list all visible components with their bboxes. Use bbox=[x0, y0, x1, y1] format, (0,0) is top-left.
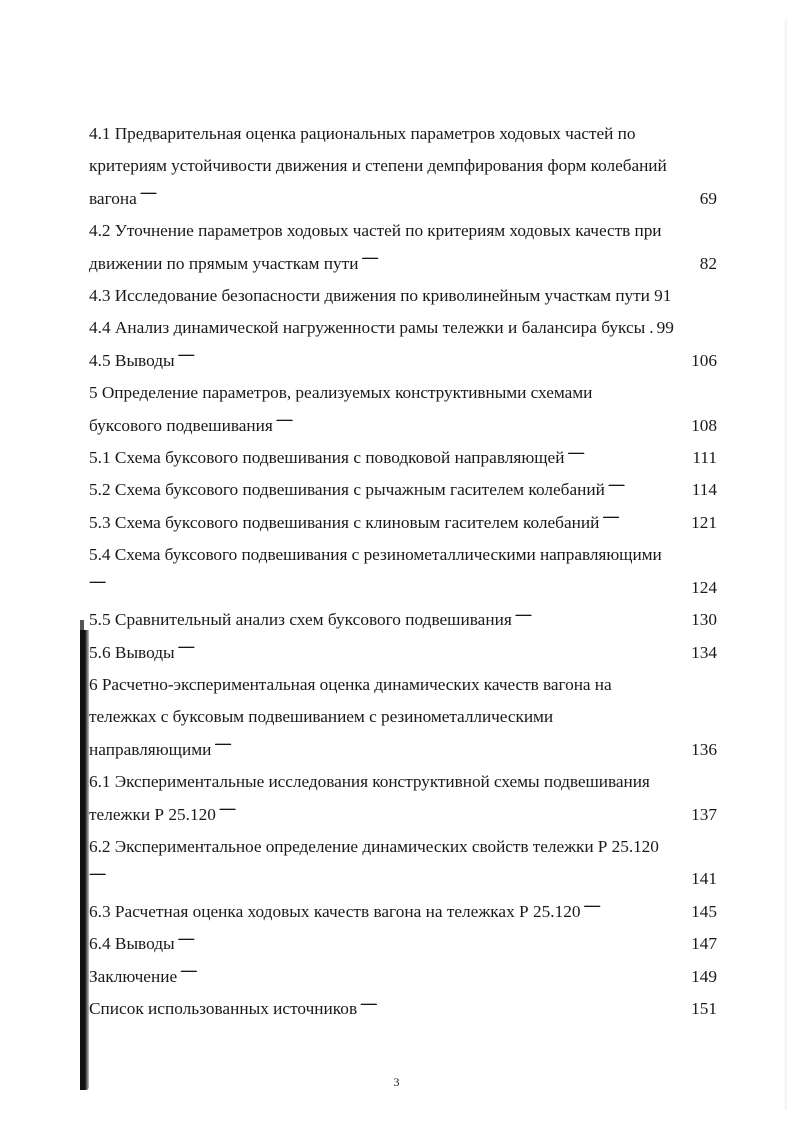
scan-edge bbox=[783, 20, 787, 1110]
toc-page-number: 136 bbox=[691, 739, 717, 759]
toc-entry-leader-line bbox=[89, 993, 717, 1025]
toc-page-number: 145 bbox=[691, 901, 717, 921]
toc-entry-title-line: 5 Определение параметров, реализуемых конструктивными схемами bbox=[89, 383, 593, 403]
toc-entry-5-1[interactable] bbox=[89, 442, 717, 474]
toc-entry-leader-line bbox=[89, 637, 717, 669]
toc-entry-leader-line bbox=[89, 734, 717, 766]
toc-page-number: 99 bbox=[656, 318, 674, 338]
toc-entry-5-3[interactable] bbox=[89, 507, 717, 539]
table-of-contents bbox=[89, 118, 717, 1025]
toc-entry-leader-line bbox=[89, 863, 717, 895]
dot-leader bbox=[89, 867, 688, 884]
toc-entry-leader-line bbox=[89, 410, 717, 442]
toc-entry-6-1[interactable] bbox=[89, 766, 717, 831]
binding-shadow bbox=[80, 630, 89, 1090]
toc-entry-conclusion[interactable] bbox=[89, 961, 717, 993]
toc-page-number: 151 bbox=[691, 998, 717, 1018]
toc-entry-title: Список использованных источников bbox=[89, 998, 358, 1018]
toc-page-number: 149 bbox=[691, 966, 717, 986]
dot-leader bbox=[180, 964, 688, 981]
toc-entry-leader-line bbox=[89, 572, 717, 604]
dot-leader bbox=[602, 511, 688, 528]
toc-page-number: 106 bbox=[691, 350, 717, 370]
dot-leader bbox=[584, 899, 689, 916]
toc-page-number: 69 bbox=[699, 188, 717, 208]
toc-entry-title: 6.3 Расчетная оценка ходовых качеств вагона на тележках Р 25.120 bbox=[89, 901, 581, 921]
toc-entry-leader-line bbox=[89, 248, 717, 280]
toc-entry-leader-line bbox=[89, 896, 717, 928]
toc-entry-title-line: 4.2 Уточнение параметров ходовых частей по критериям ходовых качеств при bbox=[89, 221, 662, 241]
toc-page-number: 91 bbox=[654, 286, 672, 306]
toc-entry-4-2[interactable] bbox=[89, 215, 717, 280]
toc-entry-leader-line bbox=[89, 345, 717, 377]
toc-entry-leader-line bbox=[89, 474, 717, 506]
toc-page-number: 114 bbox=[691, 480, 717, 500]
dot-leader bbox=[276, 413, 688, 430]
toc-entry-title-line: критериям устойчивости движения и степени демпфирования форм колебаний bbox=[89, 156, 667, 176]
toc-page-number: 134 bbox=[691, 642, 717, 662]
toc-entry-leader-line bbox=[89, 312, 717, 344]
toc-entry-6-3[interactable] bbox=[89, 896, 717, 928]
toc-entry-title: 4.3 Исследование безопасности движения по криволинейным участкам пути bbox=[89, 286, 650, 306]
toc-entry-title-line: движении по прямым участкам пути bbox=[89, 253, 359, 273]
toc-entry-title: 4.4 Анализ динамической нагруженности рамы тележки и балансира буксы bbox=[89, 318, 646, 338]
toc-entry-leader-line bbox=[89, 961, 717, 993]
toc-entry-title-line: 4.1 Предварительная оценка рациональных параметров ходовых частей по bbox=[89, 124, 636, 143]
toc-entry-title: 5.3 Схема буксового подвешивания с клиновым гасителем колебаний bbox=[89, 512, 600, 532]
toc-page-number: 124 bbox=[691, 577, 717, 597]
dot-leader bbox=[567, 446, 689, 463]
toc-entry-5-2[interactable] bbox=[89, 474, 717, 506]
toc-entry-title-line: вагона bbox=[89, 188, 137, 208]
toc-page-number: 82 bbox=[699, 253, 717, 273]
dot-leader bbox=[608, 478, 689, 495]
toc-entry-4-3[interactable] bbox=[89, 280, 717, 312]
dot-leader bbox=[178, 640, 688, 657]
dot-leader bbox=[515, 608, 688, 625]
dot-leader bbox=[89, 575, 688, 592]
dot-leader bbox=[214, 737, 688, 754]
toc-page-number: 141 bbox=[691, 869, 717, 889]
toc-entry-leader-line bbox=[89, 442, 717, 474]
toc-entry-4-5[interactable] bbox=[89, 345, 717, 377]
toc-entry-6[interactable] bbox=[89, 669, 717, 766]
dot-leader bbox=[178, 932, 688, 949]
toc-entry-4-1[interactable] bbox=[89, 118, 717, 215]
dot-leader bbox=[361, 251, 696, 268]
toc-entry-title-line: 6 Расчетно-экспериментальная оценка динамических качеств вагона на bbox=[89, 674, 612, 694]
toc-entry-leader-line bbox=[89, 604, 717, 636]
toc-entry-5-5[interactable] bbox=[89, 604, 717, 636]
toc-page-number: 108 bbox=[691, 415, 717, 435]
toc-page-number: 111 bbox=[692, 448, 717, 468]
toc-entry-leader-line bbox=[89, 183, 717, 215]
toc-page-number: 147 bbox=[691, 934, 717, 954]
toc-page-number: 121 bbox=[691, 512, 717, 532]
dot-leader bbox=[219, 802, 688, 819]
toc-entry-title-line: 6.2 Экспериментальное определение динамических свойств тележки Р 25.120 bbox=[89, 836, 659, 856]
toc-page-number: 137 bbox=[691, 804, 717, 824]
toc-entry-5-4[interactable] bbox=[89, 539, 717, 604]
toc-entry-title: 4.5 Выводы bbox=[89, 350, 175, 370]
toc-entry-title: 5.6 Выводы bbox=[89, 642, 175, 662]
page-number: 3 bbox=[393, 1075, 400, 1089]
dot-leader bbox=[360, 997, 688, 1014]
toc-entry-title-line: направляющими bbox=[89, 739, 212, 759]
toc-entry-5[interactable] bbox=[89, 377, 717, 442]
toc-entry-title: 5.5 Сравнительный анализ схем буксового подвешивания bbox=[89, 610, 512, 630]
toc-entry-6-4[interactable] bbox=[89, 928, 717, 960]
toc-entry-6-2[interactable] bbox=[89, 831, 717, 896]
toc-entry-title: 6.4 Выводы bbox=[89, 934, 175, 954]
toc-entry-title: Заключение bbox=[89, 966, 178, 986]
toc-entry-title-line: тележках с буксовым подвешиванием с резинометаллическими bbox=[89, 707, 554, 727]
toc-entry-title-line: буксового подвешивания bbox=[89, 415, 273, 435]
dot-leader bbox=[140, 187, 697, 204]
toc-entry-title-line: 5.4 Схема буксового подвешивания с резинометаллическими направляющими bbox=[89, 545, 662, 565]
toc-entry-leader-line bbox=[89, 928, 717, 960]
toc-entry-title: 5.2 Схема буксового подвешивания с рычажным гасителем колебаний bbox=[89, 480, 605, 500]
toc-entry-leader-line bbox=[89, 507, 717, 539]
toc-entry-title-line: тележки Р 25.120 bbox=[89, 804, 216, 824]
toc-entry-title: 5.1 Схема буксового подвешивания с поводковой направляющей bbox=[89, 448, 565, 468]
toc-entry-4-4[interactable] bbox=[89, 312, 717, 344]
dot-leader: . bbox=[649, 318, 654, 338]
toc-entry-references[interactable] bbox=[89, 993, 717, 1025]
toc-entry-5-6[interactable] bbox=[89, 637, 717, 669]
dot-leader bbox=[178, 349, 688, 366]
toc-page-number: 130 bbox=[691, 610, 717, 630]
toc-entry-title-line bbox=[89, 280, 717, 312]
toc-entry-leader-line bbox=[89, 799, 717, 831]
toc-entry-title-line: 6.1 Экспериментальные исследования конструктивной схемы подвешивания bbox=[89, 772, 650, 792]
